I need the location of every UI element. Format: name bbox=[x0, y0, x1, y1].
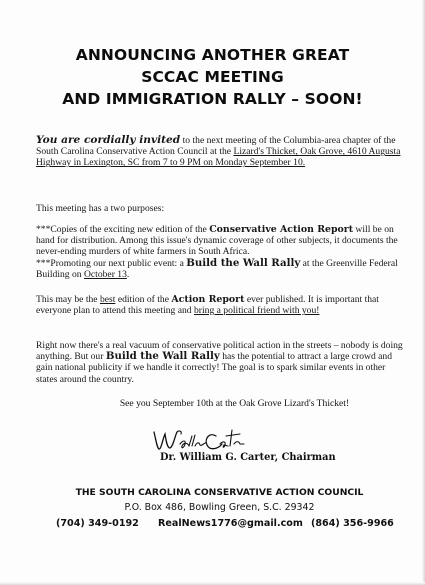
purpose-2-text: ***Promoting our next public event: a bbox=[36, 257, 187, 269]
purpose-2-rest: at the Greenville Federal Building on bbox=[36, 257, 398, 280]
best-edition-text: This may be the bbox=[36, 294, 100, 305]
invitation-paragraph bbox=[36, 135, 408, 169]
purpose-2-rally: Build the Wall Rally bbox=[186, 256, 301, 269]
email-address: RealNews1776@gmail.com bbox=[158, 518, 303, 529]
invitation-text: to the next meeting of the Columbia-area chapter of the South Carolina Conservative Action Council at the bbox=[36, 135, 396, 158]
signer-name: Dr. William G. Carter, Chairman bbox=[160, 452, 336, 463]
headline-line-2: SCCAC MEETING bbox=[141, 68, 284, 86]
purpose-1-report: Conservative Action Report bbox=[209, 224, 354, 235]
mailing-address: P.O. Box 486, Bowling Green, S.C. 29342 bbox=[124, 502, 315, 513]
action-report-title: Action Report bbox=[171, 294, 245, 305]
best-edition-text-2: edition of the bbox=[115, 294, 172, 305]
bring-friend-text: bring a political friend with you! bbox=[193, 305, 320, 317]
purposes-list bbox=[36, 224, 408, 280]
best-edition-text-3: ever published. It is important that everyone plan to attend this meeting and bbox=[36, 294, 379, 317]
phone-number-2: (864) 356-9966 bbox=[311, 518, 394, 529]
closing-line: See you September 10th at the Oak Grove Lizard's Thicket! bbox=[119, 398, 350, 409]
vacuum-rally: Build the Wall Rally bbox=[105, 350, 220, 363]
vacuum-text: Right now there's a real vacuum of conservative political action in the streets – nobody is doing anything. But our bbox=[36, 340, 403, 363]
meeting-venue: Lizard's Thicket, Oak Grove, 4610 Augusta Highway in Lexington, SC from 7 to 9 PM on Monday September 10. bbox=[36, 146, 401, 169]
purpose-2-end: . bbox=[126, 268, 130, 280]
vacuum-paragraph bbox=[36, 340, 408, 385]
vacuum-rest: has the potential to attract a large crowd and gain national publicity if we handle it correctly! The goal is to spark similar events in other states around the country. bbox=[36, 351, 392, 385]
best-word: best bbox=[99, 294, 116, 305]
headline-line-1: ANNOUNCING ANOTHER GREAT bbox=[75, 46, 350, 64]
purpose-2-date: October 13 bbox=[83, 268, 127, 280]
purpose-1-rest: will be on hand for distribution. Among this issue's dynamic coverage of other subjects, it documents the never-ending murders of white farmers in South Africa. bbox=[36, 224, 398, 258]
purpose-1-text: ***Copies of the exciting new edition of the bbox=[36, 224, 210, 235]
phone-number-1: (704) 349-0192 bbox=[56, 518, 139, 529]
headline-line-3: AND IMMIGRATION RALLY – SOON! bbox=[62, 90, 363, 108]
invitation-lead: You are cordially invited bbox=[36, 134, 181, 146]
best-edition-paragraph bbox=[36, 294, 408, 316]
organization-name: THE SOUTH CAROLINA CONSERVATIVE ACTION COUNCIL bbox=[75, 487, 364, 498]
purposes-intro: This meeting has a two purposes: bbox=[36, 203, 165, 214]
